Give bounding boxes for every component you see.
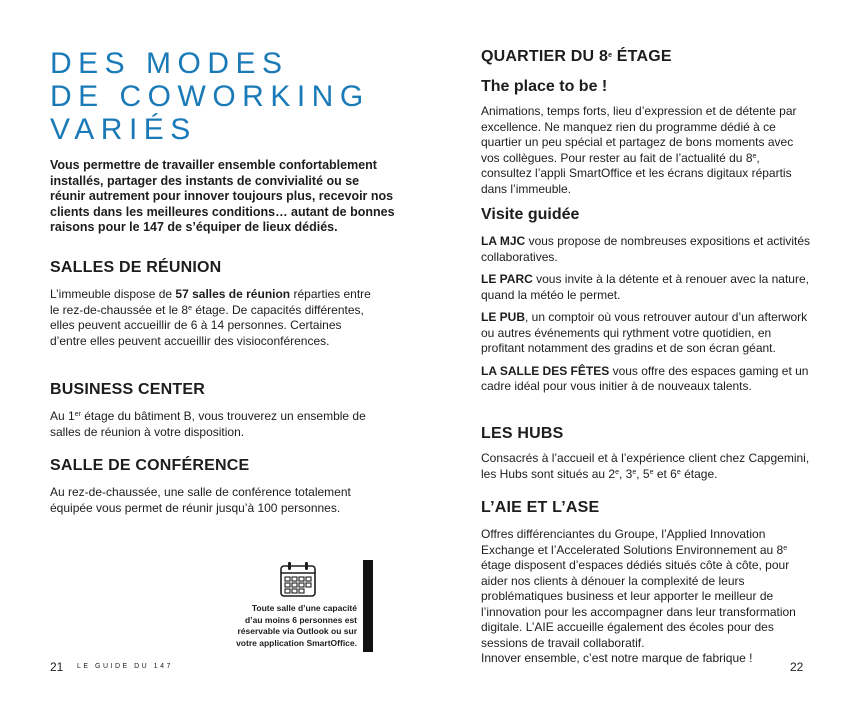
section-subheading: Visite guidée [481,206,580,223]
section-hubs [481,425,811,482]
section-visite [481,206,811,395]
section-quartier [481,48,811,197]
page-number-left: 21 [50,660,64,674]
page-title [50,47,370,146]
visit-item-salle-fetes: LA SALLE DES FÊTES vous offre des espaces gaming et un cadre idéal pour vous initier à de nouveaux talents. [481,363,809,393]
title-line-1: DES MODES [50,47,289,80]
visit-item-mjc: LA MJC vous propose de nombreuses expositions et activités collaboratives. [481,234,811,264]
visit-item-pub: LE PUB, un comptoir où vous retrouver autour d’un afterwork ou autres événements qui rythment votre quotidien, en profitant notamment des gradins et de son écran géant. [481,310,808,355]
section-text: Au 1er étage du bâtiment B, vous trouverez un ensemble de salles de réunion à votre disposition. [50,409,366,439]
visit-item-parc: LE PARC vous invite à la détente et à renouer avec la nature, quand la météo le permet. [481,272,809,302]
title-line-3: VARIÉS [50,113,197,146]
title-line-2: DE COWORKING [50,80,370,113]
section-conference [50,457,380,516]
section-heading: SALLE DE CONFÉRENCE [50,457,250,474]
page-number-right: 22 [790,660,804,674]
section-subheading: The place to be ! [481,78,608,95]
booking-note: Toute salle d’une capacité d’au moins 6 personnes est réservable via Outlook ou sur votre application SmartOffice. [236,603,357,648]
section-business [50,381,380,440]
section-text: Animations, temps forts, lieu d’expression et de détente par excellence. Ne manquez rien du programme dédié à ce quartier un peu spécial et partagez de bons moments avec vos collègues. Pour rester au fait de l’actualité du 8e, consultez l’appli SmartOffice et les écrans digitaux répartis dans l’immeuble. [481,104,797,196]
note-bar [363,560,373,652]
section-closing-text: Innover ensemble, c’est notre marque de fabrique ! [481,651,753,665]
intro-paragraph: Vous permettre de travailler ensemble confortablement installés, partager des instants de convivialité ou se réunir autrement pour innover toujours plus, recevoir nos clients dans les meilleures conditions… autant de bonnes raisons pour le 147 de s’équiper de lieux dédiés. [50,158,395,234]
calendar-icon [279,560,317,598]
section-heading: LES HUBS [481,425,564,442]
section-heading: L’AIE ET L’ASE [481,499,600,516]
section-text: Offres différenciantes du Groupe, l’Applied Innovation Exchange et l’Accelerated Solutions Environnement au 8e étage disposent d’espaces dédiés situés côte à côte, pour aider nos clients à dénouer la complexité de leurs problématiques business et leur apporter le meilleur de l’innovation pour les accompagner dans leur transformation digitale. L’AIE accueille également des écoles pour des sessions de travail collaboratif. [481,527,796,650]
section-aie [481,499,811,667]
section-heading: BUSINESS CENTER [50,381,206,398]
section-text: Consacrés à l’accueil et à l’expérience client chez Capgemini, les Hubs sont situés au 2e, 3e, 5e et 6e étage. [481,451,810,481]
section-heading: QUARTIER DU 8e ÉTAGE [481,48,672,65]
section-salles [50,259,380,349]
section-text: Au rez-de-chaussée, une salle de conférence totalement équipée vous permet de réunir jusqu’à 100 personnes. [50,485,351,515]
footer-guide-label: LE GUIDE DU 147 [77,663,173,670]
section-text: L’immeuble dispose de 57 salles de réunion réparties entre le rez-de-chaussée et le 8e étage. De capacités différentes, elles peuvent accueillir de 6 à 14 personnes. Certaines d’entre elles peuvent accueillir des visioconférences. [50,287,371,348]
section-heading: SALLES DE RÉUNION [50,259,222,276]
